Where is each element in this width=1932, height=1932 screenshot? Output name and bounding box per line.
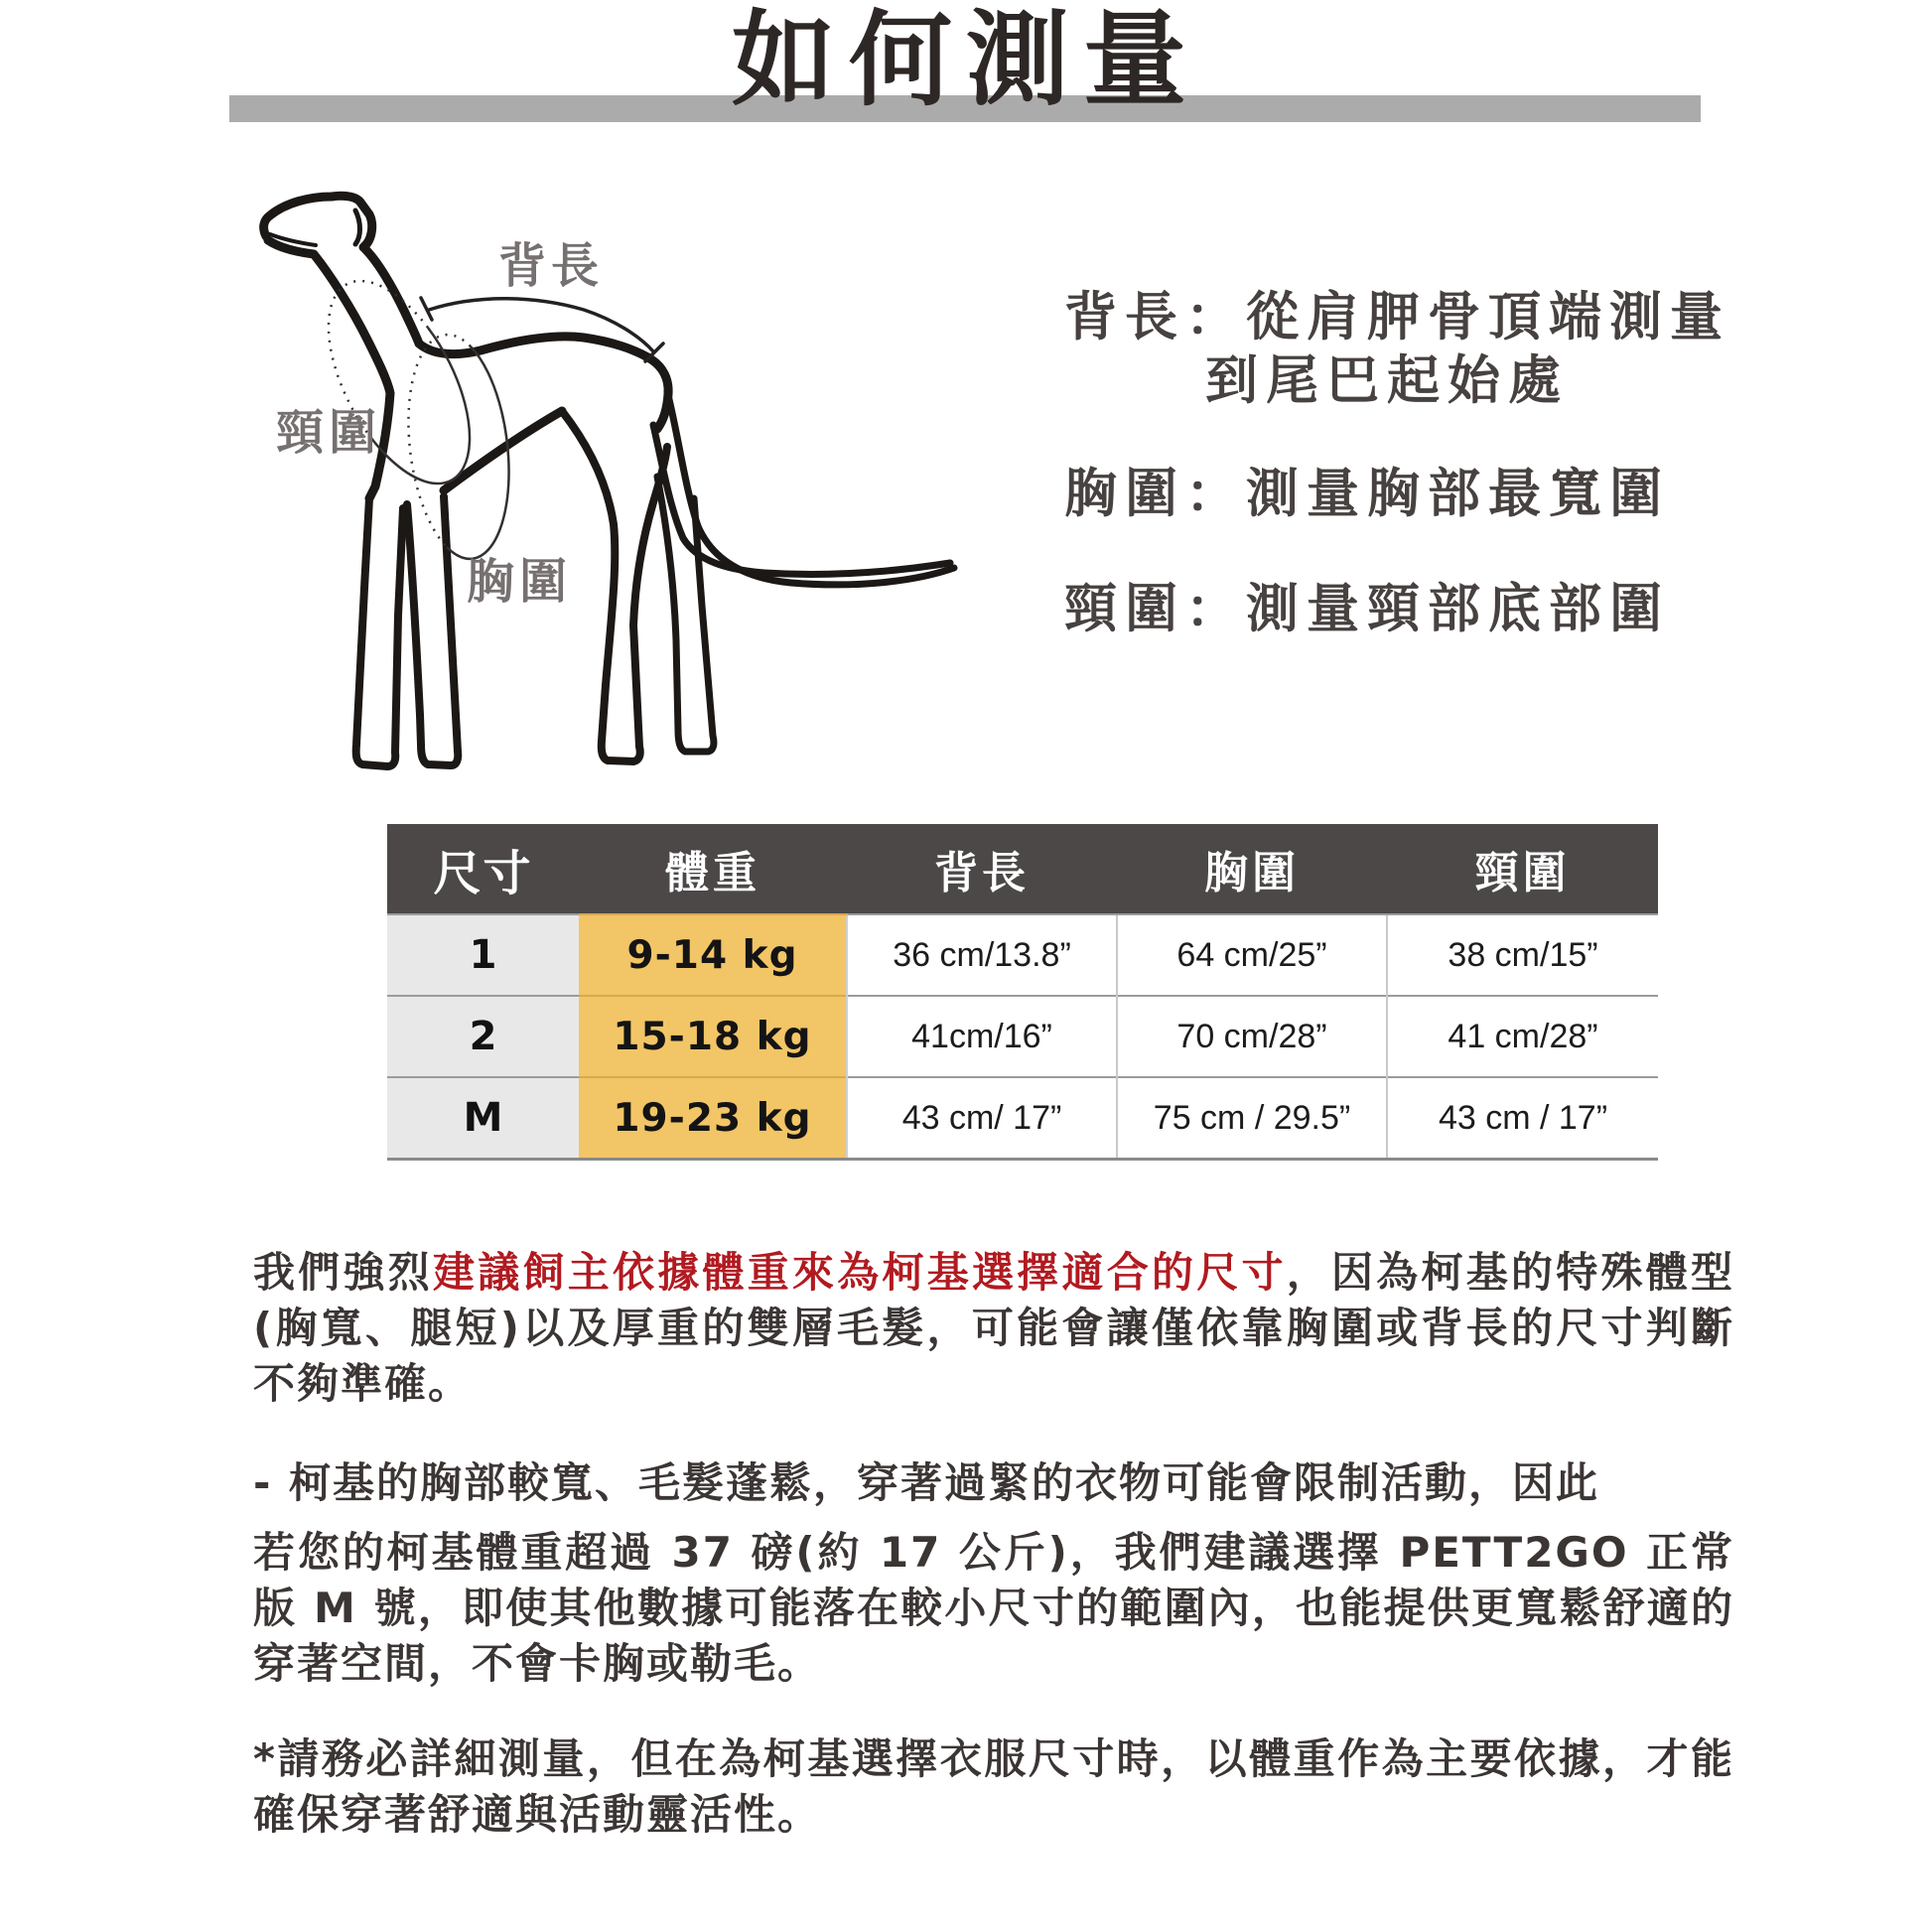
table-row (387, 996, 1658, 1077)
dog-belly-line (444, 411, 562, 490)
cell-back-length: 43 cm/ 17” (847, 1077, 1117, 1160)
size-chart-table (387, 824, 1658, 1161)
size-chart-header-row (387, 824, 1658, 914)
definition-back-line1 (1064, 286, 1730, 349)
back-length-label: 背長 (498, 238, 605, 294)
header-back-length: 背長 (847, 824, 1117, 914)
dog-tail-bottom (653, 425, 950, 574)
dog-front-leg-far (407, 496, 458, 765)
page-title: 如何測量 (731, 0, 1200, 120)
chest-girth-ellipse-dashed (408, 335, 471, 547)
definition-neck-girth (1064, 578, 1670, 641)
header-chest-girth: 胸圍 (1117, 824, 1387, 914)
header-neck-girth: 頸圍 (1387, 824, 1658, 914)
cell-size: 1 (387, 914, 579, 996)
dog-ear-inner (355, 210, 360, 244)
cell-size: 2 (387, 996, 579, 1077)
cell-neck-girth: 43 cm / 17” (1387, 1077, 1658, 1160)
header-weight: 體重 (579, 824, 847, 914)
note-p1-prefix: 我們強烈 (253, 1248, 433, 1297)
definition-neck-text: 測量頸部底部圍 (1246, 579, 1670, 639)
cell-weight: 19-23 kg (579, 1077, 847, 1160)
dog-front-leg-near (356, 498, 403, 766)
definition-neck-term: 頸圍： (1064, 579, 1246, 639)
definition-chest-term: 胸圍： (1064, 464, 1246, 524)
table-row (387, 914, 1658, 996)
note-size-m-advice: 若您的柯基體重超過 37 磅(約 17 公斤)，我們建議選擇 PETT2GO 正常版 M 號，即使其他數據可能落在較小尺寸的範圍內，也能提供更寬鬆舒適的穿著空間，不會卡胸或勒毛。 (253, 1528, 1734, 1688)
cell-weight: 9-14 kg (579, 914, 847, 996)
note-corgi-chest: - 柯基的胸部較寬、毛髮蓬鬆，穿著過緊的衣物可能會限制活動，因此 (253, 1458, 1600, 1507)
table-row (387, 1077, 1658, 1160)
note-weight-recommendation (253, 1245, 1734, 1412)
dog-measurement-diagram (218, 149, 973, 824)
header-size: 尺寸 (387, 824, 579, 914)
cell-neck-girth: 38 cm/15” (1387, 914, 1658, 996)
definition-back-line2: 到尾巴起始處 (1205, 350, 1569, 411)
note-p1-highlight: 建議飼主依據體重來為柯基選擇適合的尺寸 (433, 1248, 1287, 1297)
cell-chest-girth: 75 cm / 29.5” (1117, 1077, 1387, 1160)
definition-chest-girth (1064, 463, 1670, 526)
dog-tail-top (667, 391, 954, 585)
dog-rear-leg-far (657, 477, 714, 752)
definition-chest-text: 測量胸部最寬圍 (1246, 464, 1670, 524)
cell-weight: 15-18 kg (579, 996, 847, 1077)
neck-girth-label: 頸圍 (276, 405, 382, 461)
chest-girth-label: 胸圍 (467, 554, 573, 610)
note-measure-reminder: *請務必詳細測量，但在為柯基選擇衣服尺寸時，以體重作為主要依據，才能確保穿著舒適與活動靈活性。 (253, 1734, 1734, 1839)
cell-chest-girth: 64 cm/25” (1117, 914, 1387, 996)
dog-rear-leg-near (562, 411, 667, 761)
cell-back-length: 41cm/16” (847, 996, 1117, 1077)
definition-back-text: 從肩胛骨頂端測量 (1246, 287, 1730, 347)
dog-line-art (218, 149, 973, 824)
cell-size: M (387, 1077, 579, 1160)
cell-chest-girth: 70 cm/28” (1117, 996, 1387, 1077)
cell-back-length: 36 cm/13.8” (847, 914, 1117, 996)
dog-topline (264, 196, 668, 429)
note-p1-suffix: ，因為柯基的特殊體型(胸寬、腿短)以及厚重的雙層毛髮，可能會讓僅依靠胸圍或背長的尺寸判斷不夠準確。 (253, 1248, 1734, 1408)
definition-back-length (1064, 286, 1730, 413)
definition-back-term: 背長： (1064, 287, 1246, 347)
cell-neck-girth: 41 cm/28” (1387, 996, 1658, 1077)
